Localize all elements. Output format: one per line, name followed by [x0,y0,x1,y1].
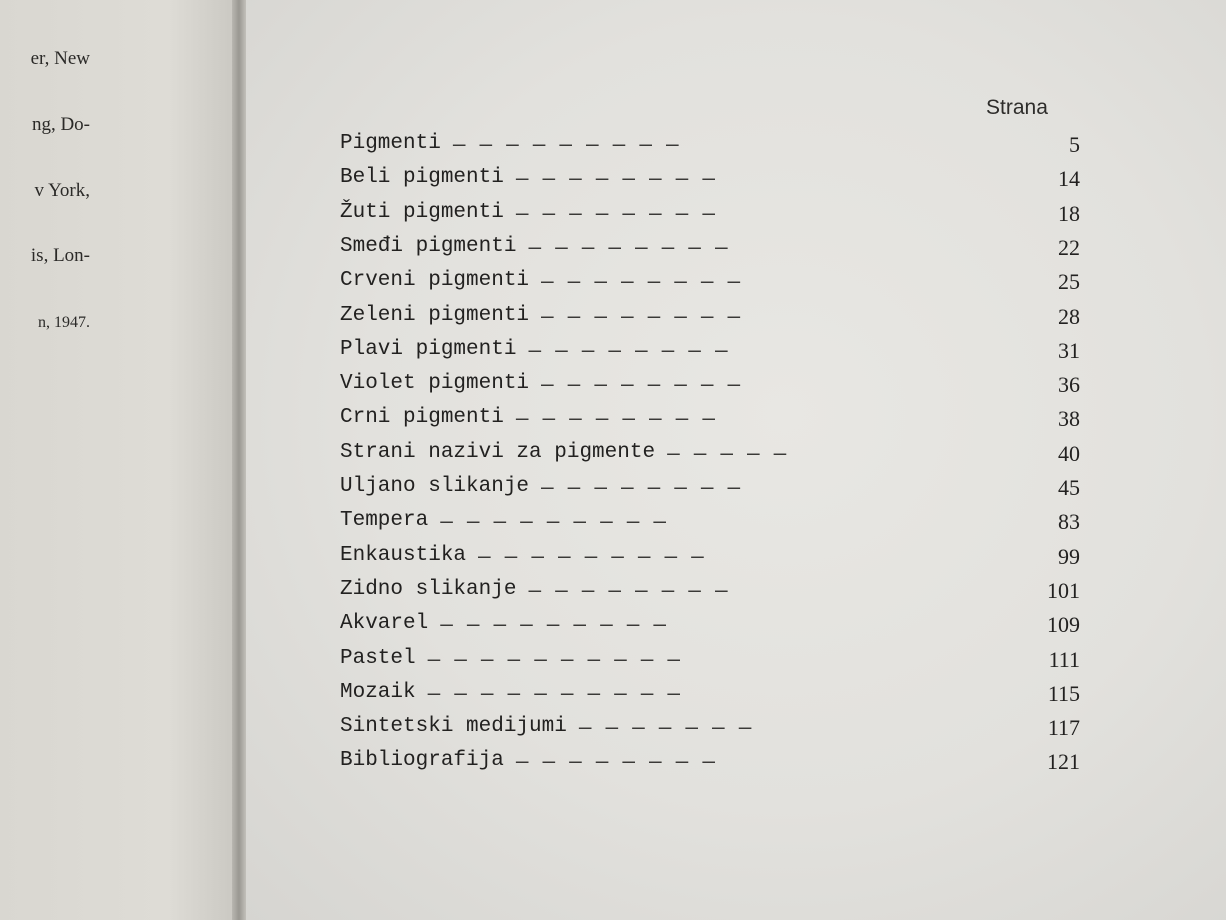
toc-entry [340,166,1080,196]
toc-leader-dashes: ————————— [440,509,681,534]
toc-entry-page: 5 [1069,132,1080,157]
toc-entry [340,715,1080,745]
toc-leader-dashes: ————————— [478,543,718,568]
toc-entry-title: Beli pigmenti [340,166,504,190]
toc-entry-title: Plavi pigmenti [340,337,517,361]
toc-entry [340,304,1080,334]
toc-entry [340,372,1080,402]
toc-entry-page: 14 [1058,166,1080,192]
toc-entry-page: 25 [1058,269,1080,295]
toc-entry-page: 22 [1058,234,1080,260]
left-fragment-4: is, Lon- [30,245,90,266]
toc-leader-dashes: ————— [667,440,801,465]
toc-entry-page: 36 [1058,372,1080,398]
toc-entry-page: 83 [1058,509,1080,535]
right-page [246,0,1226,920]
toc-entry-page: 40 [1058,440,1080,466]
toc-leader-dashes: ———————— [541,372,755,397]
left-fragment-2: ng, Do- [31,114,90,135]
toc-entry [340,509,1080,539]
toc-leader-dashes: ——————— [578,715,766,740]
toc-entry-title: Akvarel [340,612,429,636]
toc-leader-dashes: ————————— [452,132,693,156]
left-fragment-3: v York, [34,180,90,201]
toc-entry [340,749,1080,779]
toc-entry [340,475,1080,505]
toc-entry [340,201,1080,231]
toc-leader-dashes: ———————— [541,303,755,328]
toc-entry-page: 28 [1058,303,1080,329]
toc-entry-page: 99 [1058,543,1080,569]
toc-leader-dashes: —————————— [427,646,695,671]
toc-entry-page: 18 [1058,200,1080,226]
toc-entry-title: Zeleni pigmenti [340,303,530,327]
toc-entry-title: Pastel [340,646,416,670]
left-fragment-5: n, 1947. [38,314,90,331]
toc-entry-page: 115 [1047,680,1080,706]
toc-entry-page: 121 [1047,749,1080,775]
toc-entry-title: Zidno slikanje [340,577,517,601]
toc-entry [340,269,1080,299]
toc-entry-page: 45 [1058,475,1080,500]
book-gutter [232,0,246,920]
toc-entry-title: Bibliografija [340,749,504,773]
left-fragment-1: er, New [30,48,90,69]
toc-entry [340,235,1080,265]
toc-entry-page: 38 [1058,406,1080,432]
toc-page-column-header: Strana [986,96,1048,119]
toc-entry-title: Crveni pigmenti [340,269,530,293]
toc-entry-page: 101 [1047,577,1080,603]
toc-entry-page: 109 [1047,612,1080,638]
toc-entry-title: Tempera [340,509,429,533]
toc-entry [340,681,1080,711]
toc-entry [340,132,1080,162]
toc-entry-page: 117 [1047,715,1080,741]
toc-entry-title: Mozaik [340,680,416,704]
toc-entry-title: Smeđi pigmenti [340,234,517,258]
toc-entry-title: Sintetski medijumi [340,715,567,739]
toc-entry-title: Enkaustika [340,543,467,567]
toc-entry-title: Strani nazivi za pigmente [340,440,656,464]
toc-leader-dashes: ———————— [515,749,729,774]
toc-entry-page: 111 [1048,646,1080,672]
toc-entry [340,544,1080,574]
toc-entry-title: Uljano slikanje [340,475,530,498]
toc-entry [340,441,1080,471]
toc-leader-dashes: ———————— [528,577,742,602]
toc-leader-dashes: —————————— [427,680,695,705]
toc-entry-title: Žuti pigmenti [340,200,504,224]
toc-leader-dashes: ———————— [528,234,742,259]
toc-leader-dashes: ———————— [515,406,729,431]
left-page [0,0,240,920]
toc-entry-title: Pigmenti [340,132,441,155]
toc-leader-dashes: ———————— [541,269,755,294]
toc-entry [340,578,1080,608]
toc-entry-title: Crni pigmenti [340,406,504,430]
toc-entry-title: Violet pigmenti [340,372,530,396]
toc-entry [340,338,1080,368]
toc-entry-page: 31 [1058,337,1080,363]
toc-leader-dashes: ————————— [440,612,681,637]
toc-leader-dashes: ———————— [541,475,755,499]
toc-leader-dashes: ———————— [515,200,729,225]
toc-leader-dashes: ———————— [528,337,742,362]
toc-entry [340,612,1080,642]
toc-entry [340,647,1080,677]
toc-leader-dashes: ———————— [515,166,729,191]
toc-entry [340,406,1080,436]
